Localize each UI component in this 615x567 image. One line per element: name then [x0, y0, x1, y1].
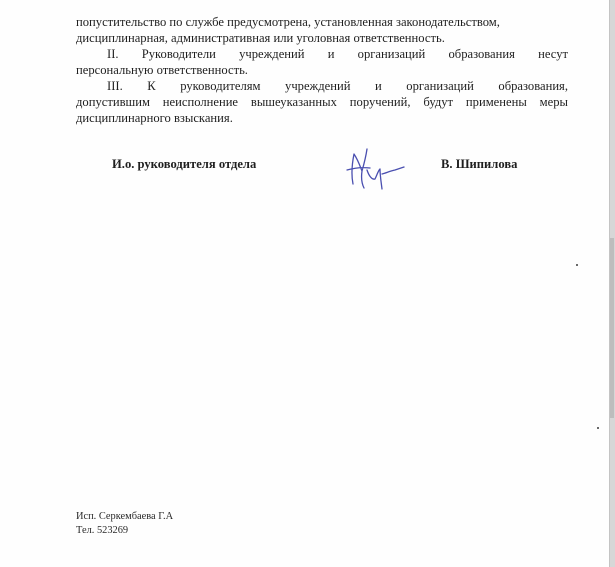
- scan-speck: [576, 264, 578, 266]
- paragraph-2-line-2: персональную ответственность.: [76, 63, 248, 77]
- paragraph-3-line-2: допустившим неисполнение вышеуказанных поручений, будут применены меры: [76, 95, 568, 109]
- paragraph-3-line-3: дисциплинарного взыскания.: [76, 111, 233, 125]
- handwritten-signature-icon: [340, 140, 410, 198]
- phone-line: Тел. 523269: [76, 525, 129, 536]
- scrollbar-thumb[interactable]: [610, 238, 614, 418]
- executor-line: Исп. Серкембаева Г.А: [76, 511, 174, 522]
- paragraph-3-line-1: III. К руководителям учреждений и организаций образования,: [107, 79, 568, 93]
- scan-speck: [597, 427, 599, 429]
- paragraph-1-line-2: дисциплинарная, административная или уголовная ответственность.: [76, 31, 445, 45]
- paragraph-1-line-1: попустительство по службе предусмотрена, установленная законодательством,: [76, 15, 500, 29]
- signatory-name: В. Шипилова: [441, 157, 518, 171]
- paragraph-2-line-1: II. Руководители учреждений и организаций образования несут: [107, 47, 568, 61]
- signatory-position: И.о. руководителя отдела: [112, 157, 257, 171]
